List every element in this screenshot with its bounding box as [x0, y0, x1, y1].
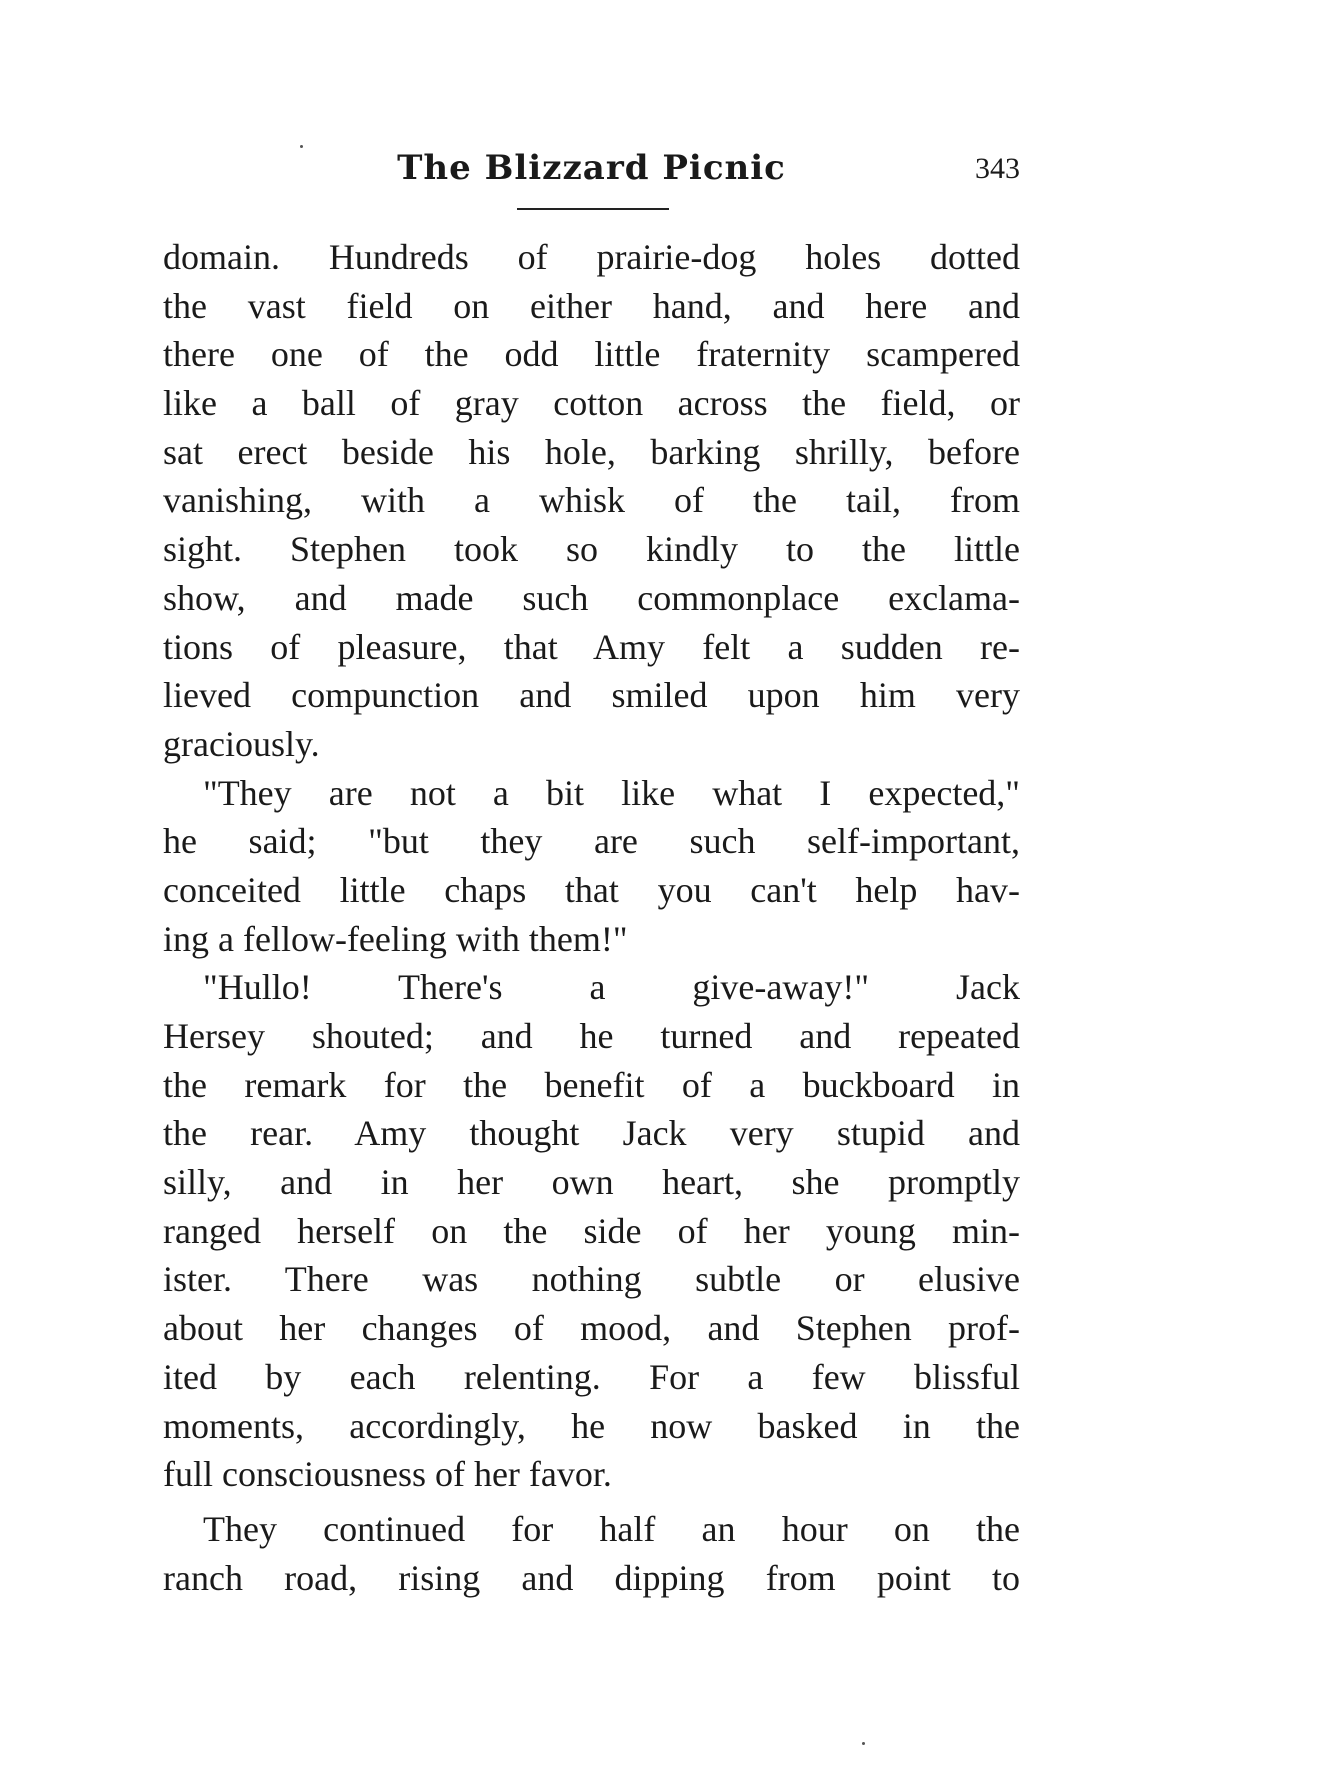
text-line: he said; "but they are such self-important,: [163, 821, 1020, 862]
text-line: there one of the odd little fraternity scampered: [163, 334, 1020, 375]
header-rule: [517, 208, 669, 210]
running-title: The Blizzard Picnic: [397, 148, 786, 188]
paragraph: [163, 1505, 1020, 1602]
paragraph: [163, 963, 1020, 1499]
paragraph: [163, 233, 1020, 769]
paragraph: [163, 769, 1020, 964]
text-line: vanishing, with a whisk of the tail, from: [163, 480, 1020, 521]
text-line: "They are not a bit like what I expected,": [203, 772, 1020, 813]
text-line: domain. Hundreds of prairie-dog holes dotted: [163, 237, 1020, 277]
text-line: graciously.: [163, 723, 320, 764]
text-line: ranged herself on the side of her young min-: [163, 1210, 1020, 1251]
text-line: "Hullo! There's a give-away!" Jack: [203, 967, 1020, 1008]
text-line: ranch road, rising and dipping from point to: [163, 1557, 1020, 1598]
text-line: the rear. Amy thought Jack very stupid and: [163, 1113, 1020, 1154]
text-line: like a ball of gray cotton across the field, or: [163, 383, 1020, 424]
paper-speck: [300, 145, 303, 148]
text-line: sat erect beside his hole, barking shrilly, before: [163, 431, 1020, 472]
body-text: [163, 233, 1020, 1602]
text-line: the remark for the benefit of a buckboard in: [163, 1064, 1020, 1105]
text-line: the vast field on either hand, and here and: [163, 285, 1020, 326]
running-head: [163, 148, 1020, 200]
text-line: ister. There was nothing subtle or elusive: [163, 1259, 1020, 1300]
text-line: tions of pleasure, that Amy felt a sudden re-: [163, 626, 1020, 667]
text-line: lieved compunction and smiled upon him very: [163, 675, 1020, 716]
text-line: conceited little chaps that you can't help hav-: [163, 869, 1020, 910]
text-line: They continued for half an hour on the: [203, 1508, 1020, 1549]
text-line: about her changes of mood, and Stephen prof-: [163, 1308, 1020, 1349]
page-number: 343: [975, 152, 1020, 185]
text-line: silly, and in her own heart, she promptly: [163, 1162, 1020, 1203]
text-line: full consciousness of her favor.: [163, 1454, 612, 1495]
paper-speck: [862, 1742, 865, 1745]
text-line: moments, accordingly, he now basked in the: [163, 1405, 1020, 1446]
text-line: ited by each relenting. For a few blissful: [163, 1356, 1020, 1397]
text-line: Hersey shouted; and he turned and repeated: [163, 1016, 1020, 1056]
text-line: ing a fellow-feeling with them!": [163, 918, 628, 959]
text-line: sight. Stephen took so kindly to the little: [163, 529, 1020, 570]
text-line: show, and made such commonplace exclama-: [163, 577, 1020, 618]
